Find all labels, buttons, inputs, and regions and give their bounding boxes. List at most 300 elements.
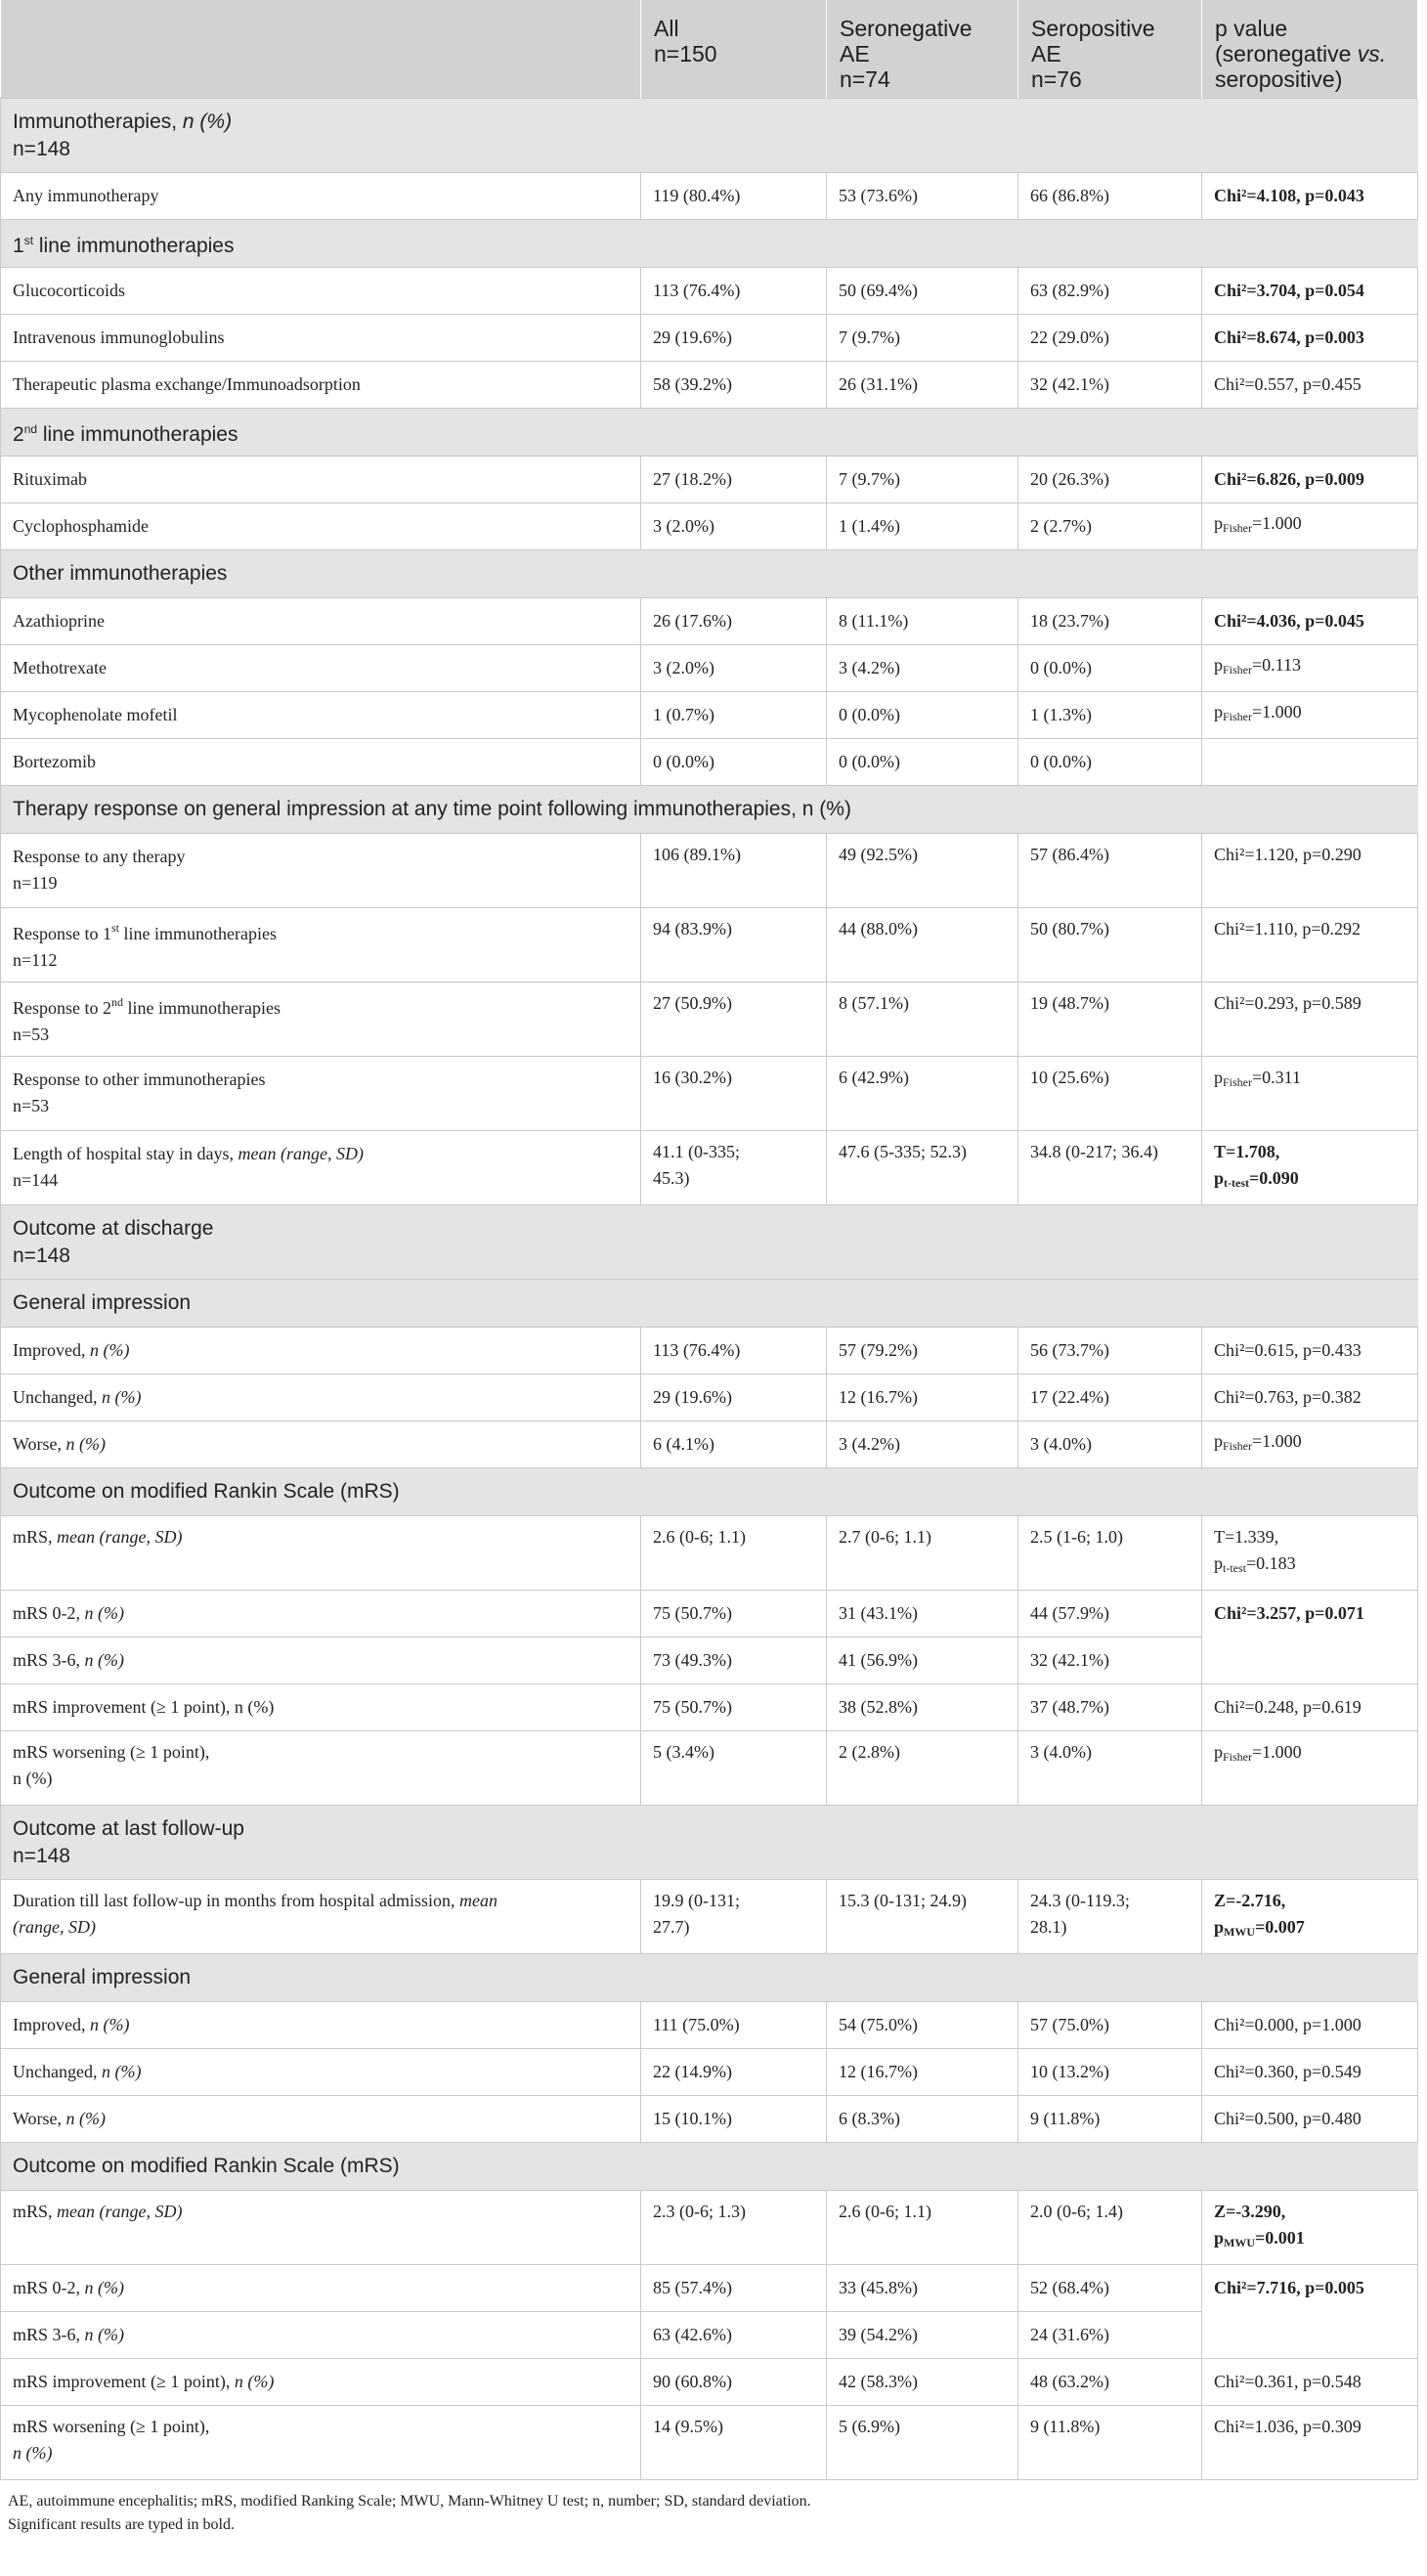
table-row xyxy=(1,1879,1418,1953)
header-col-seropositive: Seropositive AE n=76 xyxy=(1018,0,1202,98)
cell-seropositive: 18 (23.7%) xyxy=(1018,597,1202,644)
cell-seropositive: 22 (29.0%) xyxy=(1018,314,1202,361)
header-col-all: All n=150 xyxy=(641,0,827,98)
p-value: =1.000 xyxy=(1252,513,1302,533)
superscript: st xyxy=(111,921,120,935)
p-value: =1.000 xyxy=(1252,1431,1302,1451)
label-text: Unchanged, xyxy=(13,2061,102,2081)
cell-seronegative: 2 (2.8%) xyxy=(827,1730,1018,1805)
cell-all: 73 (49.3%) xyxy=(641,1637,827,1683)
section-n: n=148 xyxy=(13,1845,70,1867)
section-row xyxy=(1,219,1418,267)
cell-pvalue: Chi²=0.763, p=0.382 xyxy=(1202,1374,1418,1420)
cell-all: 90 (60.8%) xyxy=(641,2358,827,2405)
label-n: n=53 xyxy=(13,1025,50,1044)
label-italic: n (%) xyxy=(84,1649,124,1670)
section-row xyxy=(1,98,1418,172)
footnote-abbreviations: AE, autoimmune encephalitis; mRS, modified Ranking Scale; MWU, Mann-Whitney U test; n, number; SD, standard deviation. xyxy=(8,2492,811,2510)
row-label xyxy=(1,907,641,982)
label-text: Worse, xyxy=(13,2108,66,2128)
row-label: Bortezomib xyxy=(1,738,641,785)
p-symbol: p xyxy=(1214,655,1223,675)
table-row xyxy=(1,644,1418,691)
p-symbol: p xyxy=(1214,1741,1223,1762)
label-n: n=112 xyxy=(13,950,58,970)
section-row xyxy=(1,1805,1418,1879)
cell-all: 85 (57.4%) xyxy=(641,2264,827,2311)
row-label xyxy=(1,1420,641,1467)
label-text: line immunotherapies xyxy=(119,924,277,943)
row-label: Cyclophosphamide xyxy=(1,502,641,549)
cell-seronegative: 42 (58.3%) xyxy=(827,2358,1018,2405)
row-label: Methotrexate xyxy=(1,644,641,691)
cell-seropositive: 24.3 (0-119.3; 28.1) xyxy=(1018,1879,1202,1953)
p-value: =0.311 xyxy=(1252,1067,1301,1087)
cell-seronegative: 38 (52.8%) xyxy=(827,1683,1018,1730)
table-row xyxy=(1,1515,1418,1590)
superscript: nd xyxy=(23,421,38,436)
cell-pvalue: Chi²=4.036, p=0.045 xyxy=(1202,597,1418,644)
row-label xyxy=(1,1327,641,1374)
cell-all: 0 (0.0%) xyxy=(641,738,827,785)
table-row xyxy=(1,907,1418,982)
label-italic: (range, SD) xyxy=(13,1916,96,1937)
label-italic: n (%) xyxy=(13,2442,53,2463)
p-symbol: p xyxy=(1214,1167,1225,1188)
section-row xyxy=(1,1953,1418,2001)
row-label: Mycophenolate mofetil xyxy=(1,691,641,738)
section-response: Therapy response on general impression at any time point following immunotherapies, n (%) xyxy=(1,785,1418,833)
cell-seropositive: 9 (11.8%) xyxy=(1018,2405,1202,2479)
cell-seropositive: 10 (13.2%) xyxy=(1018,2048,1202,2095)
row-label: Any immunotherapy xyxy=(1,172,641,219)
label-text: mRS 3-6, xyxy=(13,2324,85,2344)
cell-pvalue: Chi²=7.716, p=0.005 xyxy=(1202,2264,1418,2358)
cell-seronegative: 26 (31.1%) xyxy=(827,361,1018,408)
label-italic: n (%) xyxy=(65,2108,107,2128)
label-text: Response to 1 xyxy=(13,924,111,943)
cell-all: 14 (9.5%) xyxy=(641,2405,827,2479)
table-row xyxy=(1,1683,1418,1730)
cell-pvalue xyxy=(1202,691,1418,738)
section-discharge xyxy=(1,1204,1418,1279)
header-row xyxy=(1,0,1418,98)
cell-seronegative: 3 (4.2%) xyxy=(827,1420,1018,1467)
table-row xyxy=(1,2048,1418,2095)
cell-seropositive: 66 (86.8%) xyxy=(1018,172,1202,219)
cell-pvalue: Chi²=0.500, p=0.480 xyxy=(1202,2095,1418,2142)
row-label xyxy=(1,1637,641,1683)
section-general-impression: General impression xyxy=(1,1953,1418,2001)
table-row xyxy=(1,597,1418,644)
label-text: mRS, xyxy=(13,2201,58,2221)
cell-pvalue xyxy=(1202,1515,1418,1590)
cell-seropositive: 32 (42.1%) xyxy=(1018,361,1202,408)
row-label xyxy=(1,1374,641,1420)
p-value: =1.000 xyxy=(1252,1741,1302,1762)
superscript: nd xyxy=(111,995,123,1009)
p-value: =0.001 xyxy=(1255,2227,1305,2248)
row-label: Response to any therapy n=119 xyxy=(1,833,641,907)
cell-seropositive: 3 (4.0%) xyxy=(1018,1730,1202,1805)
cell-all: 3 (2.0%) xyxy=(641,644,827,691)
cell-pvalue xyxy=(1202,2190,1418,2264)
cell-pvalue: Chi²=1.036, p=0.309 xyxy=(1202,2405,1418,2479)
cell-all: 22 (14.9%) xyxy=(641,2048,827,2095)
row-label xyxy=(1,2095,641,2142)
cell-all: 6 (4.1%) xyxy=(641,1420,827,1467)
cell-seronegative: 2.7 (0-6; 1.1) xyxy=(827,1515,1018,1590)
row-label xyxy=(1,2358,641,2405)
table-row xyxy=(1,361,1418,408)
table-row xyxy=(1,314,1418,361)
cell-seronegative: 15.3 (0-131; 24.9) xyxy=(827,1879,1018,1953)
cell-seronegative: 50 (69.4%) xyxy=(827,267,1018,314)
subscript-fisher: Fisher xyxy=(1223,521,1252,535)
cell-pvalue xyxy=(1202,1056,1418,1130)
cell-seronegative: 3 (4.2%) xyxy=(827,644,1018,691)
row-label: Therapeutic plasma exchange/Immunoadsorption xyxy=(1,361,641,408)
section-text: line immunotherapies xyxy=(33,234,235,257)
cell-all: 113 (76.4%) xyxy=(641,267,827,314)
cell-seronegative: 5 (6.9%) xyxy=(827,2405,1018,2479)
cell-pvalue: Chi²=4.108, p=0.043 xyxy=(1202,172,1418,219)
cell-all: 29 (19.6%) xyxy=(641,314,827,361)
section-n: n=148 xyxy=(13,138,70,160)
subscript-ttest: t-test xyxy=(1224,1175,1249,1190)
label-text: Worse, xyxy=(13,1433,66,1454)
superscript: st xyxy=(23,233,34,247)
subscript-mwu: MWU xyxy=(1224,1924,1256,1939)
cell-seropositive: 1 (1.3%) xyxy=(1018,691,1202,738)
section-text: line immunotherapies xyxy=(37,422,238,446)
p-value: =0.113 xyxy=(1252,655,1301,675)
section-n: n=148 xyxy=(13,1244,70,1267)
cell-seropositive: 37 (48.7%) xyxy=(1018,1683,1202,1730)
cell-pvalue: Chi²=0.000, p=1.000 xyxy=(1202,2001,1418,2048)
cell-seronegative: 1 (1.4%) xyxy=(827,502,1018,549)
label-italic: n (%) xyxy=(84,2324,124,2344)
cell-pvalue xyxy=(1202,1130,1418,1204)
section-other: Other immunotherapies xyxy=(1,549,1418,597)
row-label xyxy=(1,1515,641,1590)
cell-seropositive: 57 (75.0%) xyxy=(1018,2001,1202,2048)
cell-seropositive: 24 (31.6%) xyxy=(1018,2311,1202,2358)
row-label xyxy=(1,1879,641,1953)
cell-seropositive: 63 (82.9%) xyxy=(1018,267,1202,314)
row-label: mRS improvement (≥ 1 point), n (%) xyxy=(1,1683,641,1730)
subscript-fisher: Fisher xyxy=(1223,1074,1252,1089)
label-italic: n (%) xyxy=(89,2014,130,2034)
row-label: Azathioprine xyxy=(1,597,641,644)
label-italic: n (%) xyxy=(84,1602,124,1623)
label-italic: n (%) xyxy=(101,1386,142,1407)
row-label xyxy=(1,2048,641,2095)
section-row xyxy=(1,1204,1418,1279)
row-label xyxy=(1,2190,641,2264)
cell-seronegative: 2.6 (0-6; 1.1) xyxy=(827,2190,1018,2264)
cell-pvalue: Chi²=0.360, p=0.549 xyxy=(1202,2048,1418,2095)
cell-seronegative: 49 (92.5%) xyxy=(827,833,1018,907)
cell-pvalue xyxy=(1202,1420,1418,1467)
table-row xyxy=(1,1056,1418,1130)
table-row xyxy=(1,691,1418,738)
section-general-impression: General impression xyxy=(1,1279,1418,1327)
row-label xyxy=(1,2264,641,2311)
cell-all: 2.6 (0-6; 1.1) xyxy=(641,1515,827,1590)
t-stat: T=1.339, xyxy=(1214,1526,1279,1547)
subscript-mwu: MWU xyxy=(1224,2235,1256,2249)
z-stat: Z=-2.716, xyxy=(1214,1890,1286,1910)
p-value: =0.007 xyxy=(1255,1916,1305,1937)
cell-pvalue: Chi²=0.248, p=0.619 xyxy=(1202,1683,1418,1730)
table-row xyxy=(1,172,1418,219)
subscript-fisher: Fisher xyxy=(1223,1749,1252,1764)
cell-all: 15 (10.1%) xyxy=(641,2095,827,2142)
p-symbol: p xyxy=(1214,1067,1223,1087)
cell-seronegative: 0 (0.0%) xyxy=(827,738,1018,785)
label-italic: mean (range, SD) xyxy=(57,2201,183,2221)
section-second-line xyxy=(1,408,1418,456)
section-text: 2 xyxy=(13,422,24,446)
cell-seropositive: 44 (57.9%) xyxy=(1018,1590,1202,1637)
section-row xyxy=(1,1467,1418,1515)
table-row xyxy=(1,982,1418,1056)
section-text: Outcome at last follow-up xyxy=(13,1817,244,1840)
table-row xyxy=(1,456,1418,502)
cell-all: 5 (3.4%) xyxy=(641,1730,827,1805)
section-followup xyxy=(1,1805,1418,1879)
cell-seropositive: 32 (42.1%) xyxy=(1018,1637,1202,1683)
cell-all: 111 (75.0%) xyxy=(641,2001,827,2048)
cell-pvalue xyxy=(1202,502,1418,549)
cell-seropositive: 48 (63.2%) xyxy=(1018,2358,1202,2405)
cell-seronegative: 57 (79.2%) xyxy=(827,1327,1018,1374)
table-row xyxy=(1,2095,1418,2142)
cell-seropositive: 2.5 (1-6; 1.0) xyxy=(1018,1515,1202,1590)
cell-all: 16 (30.2%) xyxy=(641,1056,827,1130)
cell-seronegative: 39 (54.2%) xyxy=(827,2311,1018,2358)
row-label xyxy=(1,982,641,1056)
cell-all: 1 (0.7%) xyxy=(641,691,827,738)
cell-pvalue: Chi²=0.557, p=0.455 xyxy=(1202,361,1418,408)
cell-pvalue: Chi²=3.704, p=0.054 xyxy=(1202,267,1418,314)
cell-all: 2.3 (0-6; 1.3) xyxy=(641,2190,827,2264)
cell-seronegative: 0 (0.0%) xyxy=(827,691,1018,738)
row-label: mRS worsening (≥ 1 point), n (%) xyxy=(1,1730,641,1805)
cell-seropositive: 57 (86.4%) xyxy=(1018,833,1202,907)
section-row xyxy=(1,549,1418,597)
section-row xyxy=(1,1279,1418,1327)
cell-all: 27 (18.2%) xyxy=(641,456,827,502)
table-row xyxy=(1,2264,1418,2311)
cell-all: 94 (83.9%) xyxy=(641,907,827,982)
cell-seronegative: 6 (42.9%) xyxy=(827,1056,1018,1130)
cell-all: 19.9 (0-131; 27.7) xyxy=(641,1879,827,1953)
cell-all: 58 (39.2%) xyxy=(641,361,827,408)
table-row xyxy=(1,2190,1418,2264)
cell-pvalue: Chi²=8.674, p=0.003 xyxy=(1202,314,1418,361)
cell-seropositive: 10 (25.6%) xyxy=(1018,1056,1202,1130)
cell-all: 26 (17.6%) xyxy=(641,597,827,644)
label-text: mRS 0-2, xyxy=(13,2277,85,2297)
cell-seronegative: 8 (57.1%) xyxy=(827,982,1018,1056)
cell-seronegative: 12 (16.7%) xyxy=(827,1374,1018,1420)
table-row xyxy=(1,2001,1418,2048)
label-italic: mean (range, SD) xyxy=(57,1526,183,1547)
row-label: Response to other immunotherapies n=53 xyxy=(1,1056,641,1130)
section-text: Outcome at discharge xyxy=(13,1217,214,1240)
footnote-significance: Significant results are typed in bold. xyxy=(8,2515,235,2533)
label-italic: n (%) xyxy=(65,1433,107,1454)
row-label: Intravenous immunoglobulins xyxy=(1,314,641,361)
cell-seronegative: 41 (56.9%) xyxy=(827,1637,1018,1683)
cell-seropositive: 17 (22.4%) xyxy=(1018,1374,1202,1420)
label-italic: n (%) xyxy=(234,2371,275,2391)
cell-seropositive: 52 (68.4%) xyxy=(1018,2264,1202,2311)
cell-pvalue: Chi²=3.257, p=0.071 xyxy=(1202,1590,1418,1683)
row-label xyxy=(1,2001,641,2048)
subscript-ttest: t-test xyxy=(1223,1560,1246,1575)
subscript-fisher: Fisher xyxy=(1223,663,1252,677)
cell-all: 27 (50.9%) xyxy=(641,982,827,1056)
label-text: mRS 3-6, xyxy=(13,1649,85,1670)
section-text: 1 xyxy=(13,234,24,257)
p-symbol: p xyxy=(1214,702,1223,721)
cell-seronegative: 53 (73.6%) xyxy=(827,172,1018,219)
label-text: Duration till last follow-up in months from hospital admission, xyxy=(13,1890,459,1910)
cell-all: 75 (50.7%) xyxy=(641,1590,827,1637)
cell-seropositive: 3 (4.0%) xyxy=(1018,1420,1202,1467)
cell-pvalue xyxy=(1202,738,1418,785)
row-label xyxy=(1,2311,641,2358)
section-mrs: Outcome on modified Rankin Scale (mRS) xyxy=(1,1467,1418,1515)
header-col-pvalue: p value (seronegative vs. seropositive) xyxy=(1202,0,1418,98)
cell-all: 75 (50.7%) xyxy=(641,1683,827,1730)
table-footnote xyxy=(0,2480,1427,2537)
cell-seropositive: 19 (48.7%) xyxy=(1018,982,1202,1056)
header-col-seronegative: Seronegative AE n=74 xyxy=(827,0,1018,98)
row-label xyxy=(1,1130,641,1204)
cell-seropositive: 2 (2.7%) xyxy=(1018,502,1202,549)
p-value: =0.183 xyxy=(1246,1552,1296,1573)
cell-seropositive: 50 (80.7%) xyxy=(1018,907,1202,982)
p-value: =1.000 xyxy=(1252,702,1302,721)
cell-pvalue: Chi²=0.615, p=0.433 xyxy=(1202,1327,1418,1374)
cell-pvalue: Chi²=1.120, p=0.290 xyxy=(1202,833,1418,907)
table-row xyxy=(1,502,1418,549)
subscript-fisher: Fisher xyxy=(1223,710,1252,723)
cell-all: 119 (80.4%) xyxy=(641,172,827,219)
cell-seropositive: 2.0 (0-6; 1.4) xyxy=(1018,2190,1202,2264)
cell-all: 3 (2.0%) xyxy=(641,502,827,549)
table-row xyxy=(1,1730,1418,1805)
cell-seronegative: 33 (45.8%) xyxy=(827,2264,1018,2311)
section-row xyxy=(1,2142,1418,2190)
cell-pvalue xyxy=(1202,644,1418,691)
section-first-line xyxy=(1,219,1418,267)
table-row xyxy=(1,1327,1418,1374)
cell-seronegative: 8 (11.1%) xyxy=(827,597,1018,644)
t-stat: T=1.708, xyxy=(1214,1141,1280,1161)
cell-pvalue: Chi²=6.826, p=0.009 xyxy=(1202,456,1418,502)
z-stat: Z=-3.290, xyxy=(1214,2201,1286,2221)
cell-pvalue: Chi²=0.293, p=0.589 xyxy=(1202,982,1418,1056)
section-immunotherapies: Immunotherapies, n (%) n=148 xyxy=(1,98,1418,172)
label-text: Improved, xyxy=(13,2014,90,2034)
label-italic: mean xyxy=(458,1890,497,1910)
label-text: mRS improvement (≥ 1 point), xyxy=(13,2371,235,2391)
table-row xyxy=(1,1420,1418,1467)
p-symbol: p xyxy=(1214,1431,1223,1451)
subscript-fisher: Fisher xyxy=(1223,1439,1252,1453)
cell-seronegative: 6 (8.3%) xyxy=(827,2095,1018,2142)
cell-seronegative: 31 (43.1%) xyxy=(827,1590,1018,1637)
label-text: mRS worsening (≥ 1 point), xyxy=(13,2416,210,2436)
cell-all: 113 (76.4%) xyxy=(641,1327,827,1374)
cell-seronegative: 54 (75.0%) xyxy=(827,2001,1018,2048)
row-label xyxy=(1,1590,641,1637)
label-text: line immunotherapies xyxy=(123,998,281,1018)
label-text: Unchanged, xyxy=(13,1386,102,1407)
table-row xyxy=(1,2358,1418,2405)
row-label: Glucocorticoids xyxy=(1,267,641,314)
cell-all: 106 (89.1%) xyxy=(641,833,827,907)
label-text: mRS, xyxy=(13,1526,58,1547)
header-col-variable xyxy=(1,0,641,98)
label-text: mRS 0-2, xyxy=(13,1602,85,1623)
table-row xyxy=(1,1374,1418,1420)
table-row xyxy=(1,1590,1418,1637)
p-symbol: p xyxy=(1214,1552,1223,1573)
p-symbol: p xyxy=(1214,513,1223,533)
cell-seropositive: 9 (11.8%) xyxy=(1018,2095,1202,2142)
section-row xyxy=(1,785,1418,833)
table-row xyxy=(1,833,1418,907)
section-row xyxy=(1,408,1418,456)
cell-seronegative: 7 (9.7%) xyxy=(827,314,1018,361)
label-italic: n (%) xyxy=(101,2061,142,2081)
table-row xyxy=(1,2405,1418,2479)
cell-pvalue: Chi²=0.361, p=0.548 xyxy=(1202,2358,1418,2405)
cell-pvalue xyxy=(1202,1879,1418,1953)
cell-seropositive: 0 (0.0%) xyxy=(1018,644,1202,691)
cell-all: 41.1 (0-335; 45.3) xyxy=(641,1130,827,1204)
cell-all: 63 (42.6%) xyxy=(641,2311,827,2358)
p-symbol: p xyxy=(1214,1916,1225,1937)
label-text: Improved, xyxy=(13,1339,90,1360)
cell-seropositive: 34.8 (0-217; 36.4) xyxy=(1018,1130,1202,1204)
p-symbol: p xyxy=(1214,2227,1225,2248)
label-italic: mean (range, SD) xyxy=(238,1144,364,1163)
cell-seronegative: 44 (88.0%) xyxy=(827,907,1018,982)
label-italic: n (%) xyxy=(84,2277,124,2297)
cell-seropositive: 0 (0.0%) xyxy=(1018,738,1202,785)
cell-seropositive: 56 (73.7%) xyxy=(1018,1327,1202,1374)
table-row xyxy=(1,738,1418,785)
cell-seronegative: 12 (16.7%) xyxy=(827,2048,1018,2095)
cell-seropositive: 20 (26.3%) xyxy=(1018,456,1202,502)
row-label xyxy=(1,2405,641,2479)
section-mrs: Outcome on modified Rankin Scale (mRS) xyxy=(1,2142,1418,2190)
row-label: Rituximab xyxy=(1,456,641,502)
p-value: =0.090 xyxy=(1249,1167,1299,1188)
cell-pvalue: Chi²=1.110, p=0.292 xyxy=(1202,907,1418,982)
label-n: n=144 xyxy=(13,1170,59,1190)
table-row xyxy=(1,1130,1418,1204)
table-row xyxy=(1,267,1418,314)
label-italic: n (%) xyxy=(89,1339,130,1360)
